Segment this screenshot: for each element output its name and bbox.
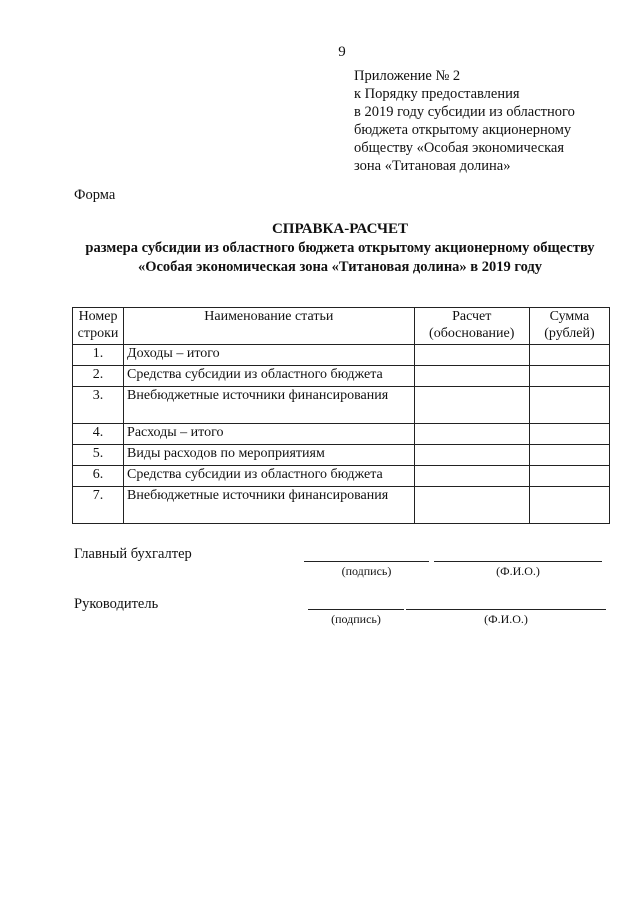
row-calc-cell <box>414 387 529 424</box>
row-number: 7. <box>73 487 124 524</box>
calculation-table <box>72 307 610 524</box>
chief-accountant-label: Главный бухгалтер <box>74 546 192 562</box>
name-caption: (Ф.И.О.) <box>484 612 528 626</box>
table-row <box>73 366 610 387</box>
signature-caption: (подпись) <box>341 564 392 578</box>
appendix-line: обществу «Особая экономическая <box>354 140 565 156</box>
row-name: Средства субсидии из областного бюджета <box>124 366 415 387</box>
appendix-line: Приложение № 2 <box>354 68 461 84</box>
row-calc-cell <box>414 366 529 387</box>
row-number: 2. <box>73 366 124 387</box>
table-row <box>73 466 610 487</box>
row-sum-cell <box>529 424 609 445</box>
header-row-number: Номер строки <box>73 308 124 345</box>
row-number: 1. <box>73 345 124 366</box>
row-number: 4. <box>73 424 124 445</box>
table-row <box>73 345 610 366</box>
signature-caption: (подпись) <box>331 612 381 626</box>
head-name-line <box>406 609 606 610</box>
chief-accountant-name-line <box>434 561 602 562</box>
title-line: СПРАВКА-РАСЧЕТ <box>271 221 409 237</box>
row-calc-cell <box>414 424 529 445</box>
form-label: Форма <box>74 187 116 203</box>
row-sum-cell <box>529 345 609 366</box>
row-sum-cell <box>529 366 609 387</box>
table-header-row <box>73 308 610 345</box>
row-sum-cell <box>529 445 609 466</box>
chief-accountant-signature-line <box>304 561 429 562</box>
head-signature-line <box>308 609 404 610</box>
row-name: Внебюджетные источники финансирования <box>124 487 415 524</box>
row-name: Доходы – итого <box>124 345 415 366</box>
row-number: 5. <box>73 445 124 466</box>
row-name: Внебюджетные источники финансирования <box>124 387 415 424</box>
header-sum: Сумма (рублей) <box>529 308 609 345</box>
header-item-name: Наименование статьи <box>124 308 415 345</box>
table-row <box>73 445 610 466</box>
row-sum-cell <box>529 487 609 524</box>
appendix-line: зона «Титановая долина» <box>354 158 511 174</box>
header-calculation: Расчет (обоснование) <box>414 308 529 345</box>
head-label: Руководитель <box>74 596 159 612</box>
row-name: Расходы – итого <box>124 424 415 445</box>
table-row <box>73 424 610 445</box>
page-number: 9 <box>338 44 346 60</box>
appendix-block <box>354 67 575 175</box>
appendix-line: к Порядку предоставления <box>354 86 520 102</box>
table-row <box>73 487 610 524</box>
row-calc-cell <box>414 487 529 524</box>
appendix-line: в 2019 году субсидии из областного <box>354 104 575 120</box>
table-row <box>73 387 610 424</box>
title-line: «Особая экономическая зона «Титановая долина» в 2019 году <box>137 259 543 275</box>
row-name: Средства субсидии из областного бюджета <box>124 466 415 487</box>
appendix-line: бюджета открытому акционерному <box>354 122 572 138</box>
row-sum-cell <box>529 466 609 487</box>
row-sum-cell <box>529 387 609 424</box>
document-title <box>0 220 640 277</box>
row-number: 6. <box>73 466 124 487</box>
row-calc-cell <box>414 445 529 466</box>
name-caption: (Ф.И.О.) <box>496 564 540 578</box>
title-line: размера субсидии из областного бюджета открытому акционерному обществу <box>85 240 595 256</box>
row-number: 3. <box>73 387 124 424</box>
row-calc-cell <box>414 345 529 366</box>
row-calc-cell <box>414 466 529 487</box>
row-name: Виды расходов по мероприятиям <box>124 445 415 466</box>
